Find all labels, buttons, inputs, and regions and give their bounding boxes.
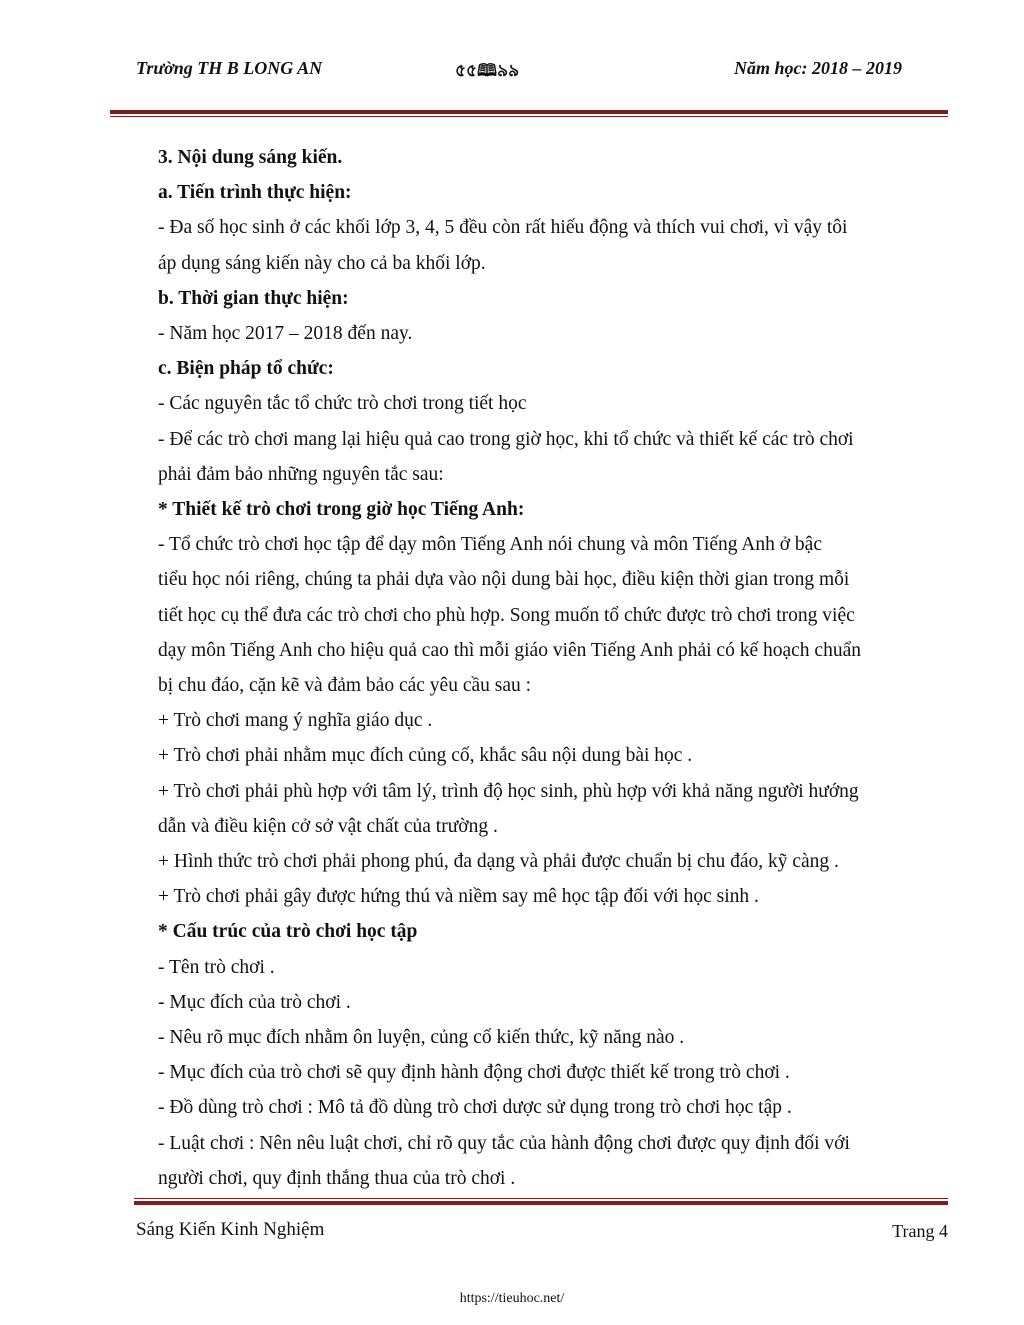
body-line: - Đồ dùng trò chơi : Mô tả đồ dùng trò chơi dược sử dụng trong trò chơi học tập . [158, 1097, 792, 1119]
body-line: - Mục đích của trò chơi sẽ quy định hành động chơi được thiết kế trong trò chơi . [158, 1062, 790, 1084]
footer-title: Sáng Kiến Kinh Nghiệm [136, 1219, 325, 1240]
page-number: Trang 4 [892, 1221, 948, 1241]
header-divider [110, 110, 948, 117]
source-url[interactable]: https://tieuhoc.net/ [459, 1291, 565, 1306]
body-line: tiết học cụ thể đưa các trò chơi cho phù hợp. Song muốn tổ chức được trò chơi trong việc [158, 604, 855, 626]
body-line: - Mục đích của trò chơi . [158, 991, 351, 1013]
section-heading: 3. Nội dung sáng kiến. [158, 147, 343, 168]
school-year: Năm học: 2018 – 2019 [734, 58, 902, 78]
footer-divider [134, 1198, 948, 1205]
body-line: - Tên trò chơi . [158, 956, 275, 978]
body-line: áp dụng sáng kiến này cho cả ba khối lớp. [158, 252, 486, 274]
body-line: + Trò chơi phải gây được hứng thú và niềm say mê học tập đối với học sinh . [158, 886, 759, 908]
body-line: - Các nguyên tắc tổ chức trò chơi trong tiết học [158, 393, 527, 415]
body-line: - Đa số học sinh ở các khối lớp 3, 4, 5 đều còn rất hiếu động và thích vui chơi, vì vậy tôi [158, 217, 848, 239]
body-line: + Trò chơi mang ý nghĩa giáo dục . [158, 710, 433, 732]
section-heading: c. Biện pháp tổ chức: [158, 358, 334, 380]
body-line: bị chu đáo, cặn kẽ và đảm bảo các yêu cầu sau : [158, 675, 532, 697]
section-heading: * Cấu trúc của trò chơi học tập [158, 921, 418, 943]
body-line: + Trò chơi phải nhằm mục đích củng cố, khắc sâu nội dung bài học . [158, 745, 693, 767]
body-line: dẫn và điều kiện cở sở vật chất của trường . [158, 815, 498, 837]
document-body [158, 140, 950, 1196]
body-line: - Năm học 2017 – 2018 đến nay. [158, 323, 413, 345]
page-header [0, 58, 1024, 88]
body-line: phải đảm bảo những nguyên tắc sau: [158, 463, 444, 485]
body-line: dạy môn Tiếng Anh cho hiệu quả cao thì mỗi giáo viên Tiếng Anh phải có kế hoạch chuẩn [158, 639, 861, 661]
header-ornament: ৫৫🕮৯৯ [455, 61, 520, 80]
body-line: + Trò chơi phải phù hợp với tâm lý, trình độ học sinh, phù hợp với khả năng người hướng [158, 780, 859, 802]
section-heading: b. Thời gian thực hiện: [158, 287, 349, 309]
section-heading: * Thiết kế trò chơi trong giờ học Tiếng Anh: [158, 499, 525, 521]
body-line: - Nêu rõ mục đích nhằm ôn luyện, củng cố kiến thức, kỹ năng nào . [158, 1027, 685, 1049]
body-line: - Tổ chức trò chơi học tập để dạy môn Tiếng Anh nói chung và môn Tiếng Anh ở bậc [158, 534, 822, 556]
school-name: Trường TH B LONG AN [136, 58, 323, 78]
body-line: + Hình thức trò chơi phải phong phú, đa dạng và phải được chuẩn bị chu đáo, kỹ càng . [158, 851, 839, 873]
body-line: tiểu học nói riêng, chúng ta phải dựa vào nội dung bài học, điều kiện thời gian trong mỗi [158, 569, 850, 591]
body-line: người chơi, quy định thắng thua của trò chơi . [158, 1167, 516, 1189]
body-line: - Để các trò chơi mang lại hiệu quả cao trong giờ học, khi tổ chức và thiết kế các trò chơi [158, 428, 854, 450]
section-heading: a. Tiến trình thực hiện: [158, 182, 352, 204]
body-line: - Luật chơi : Nên nêu luật chơi, chỉ rõ quy tắc của hành động chơi được quy định đối với [158, 1132, 850, 1154]
